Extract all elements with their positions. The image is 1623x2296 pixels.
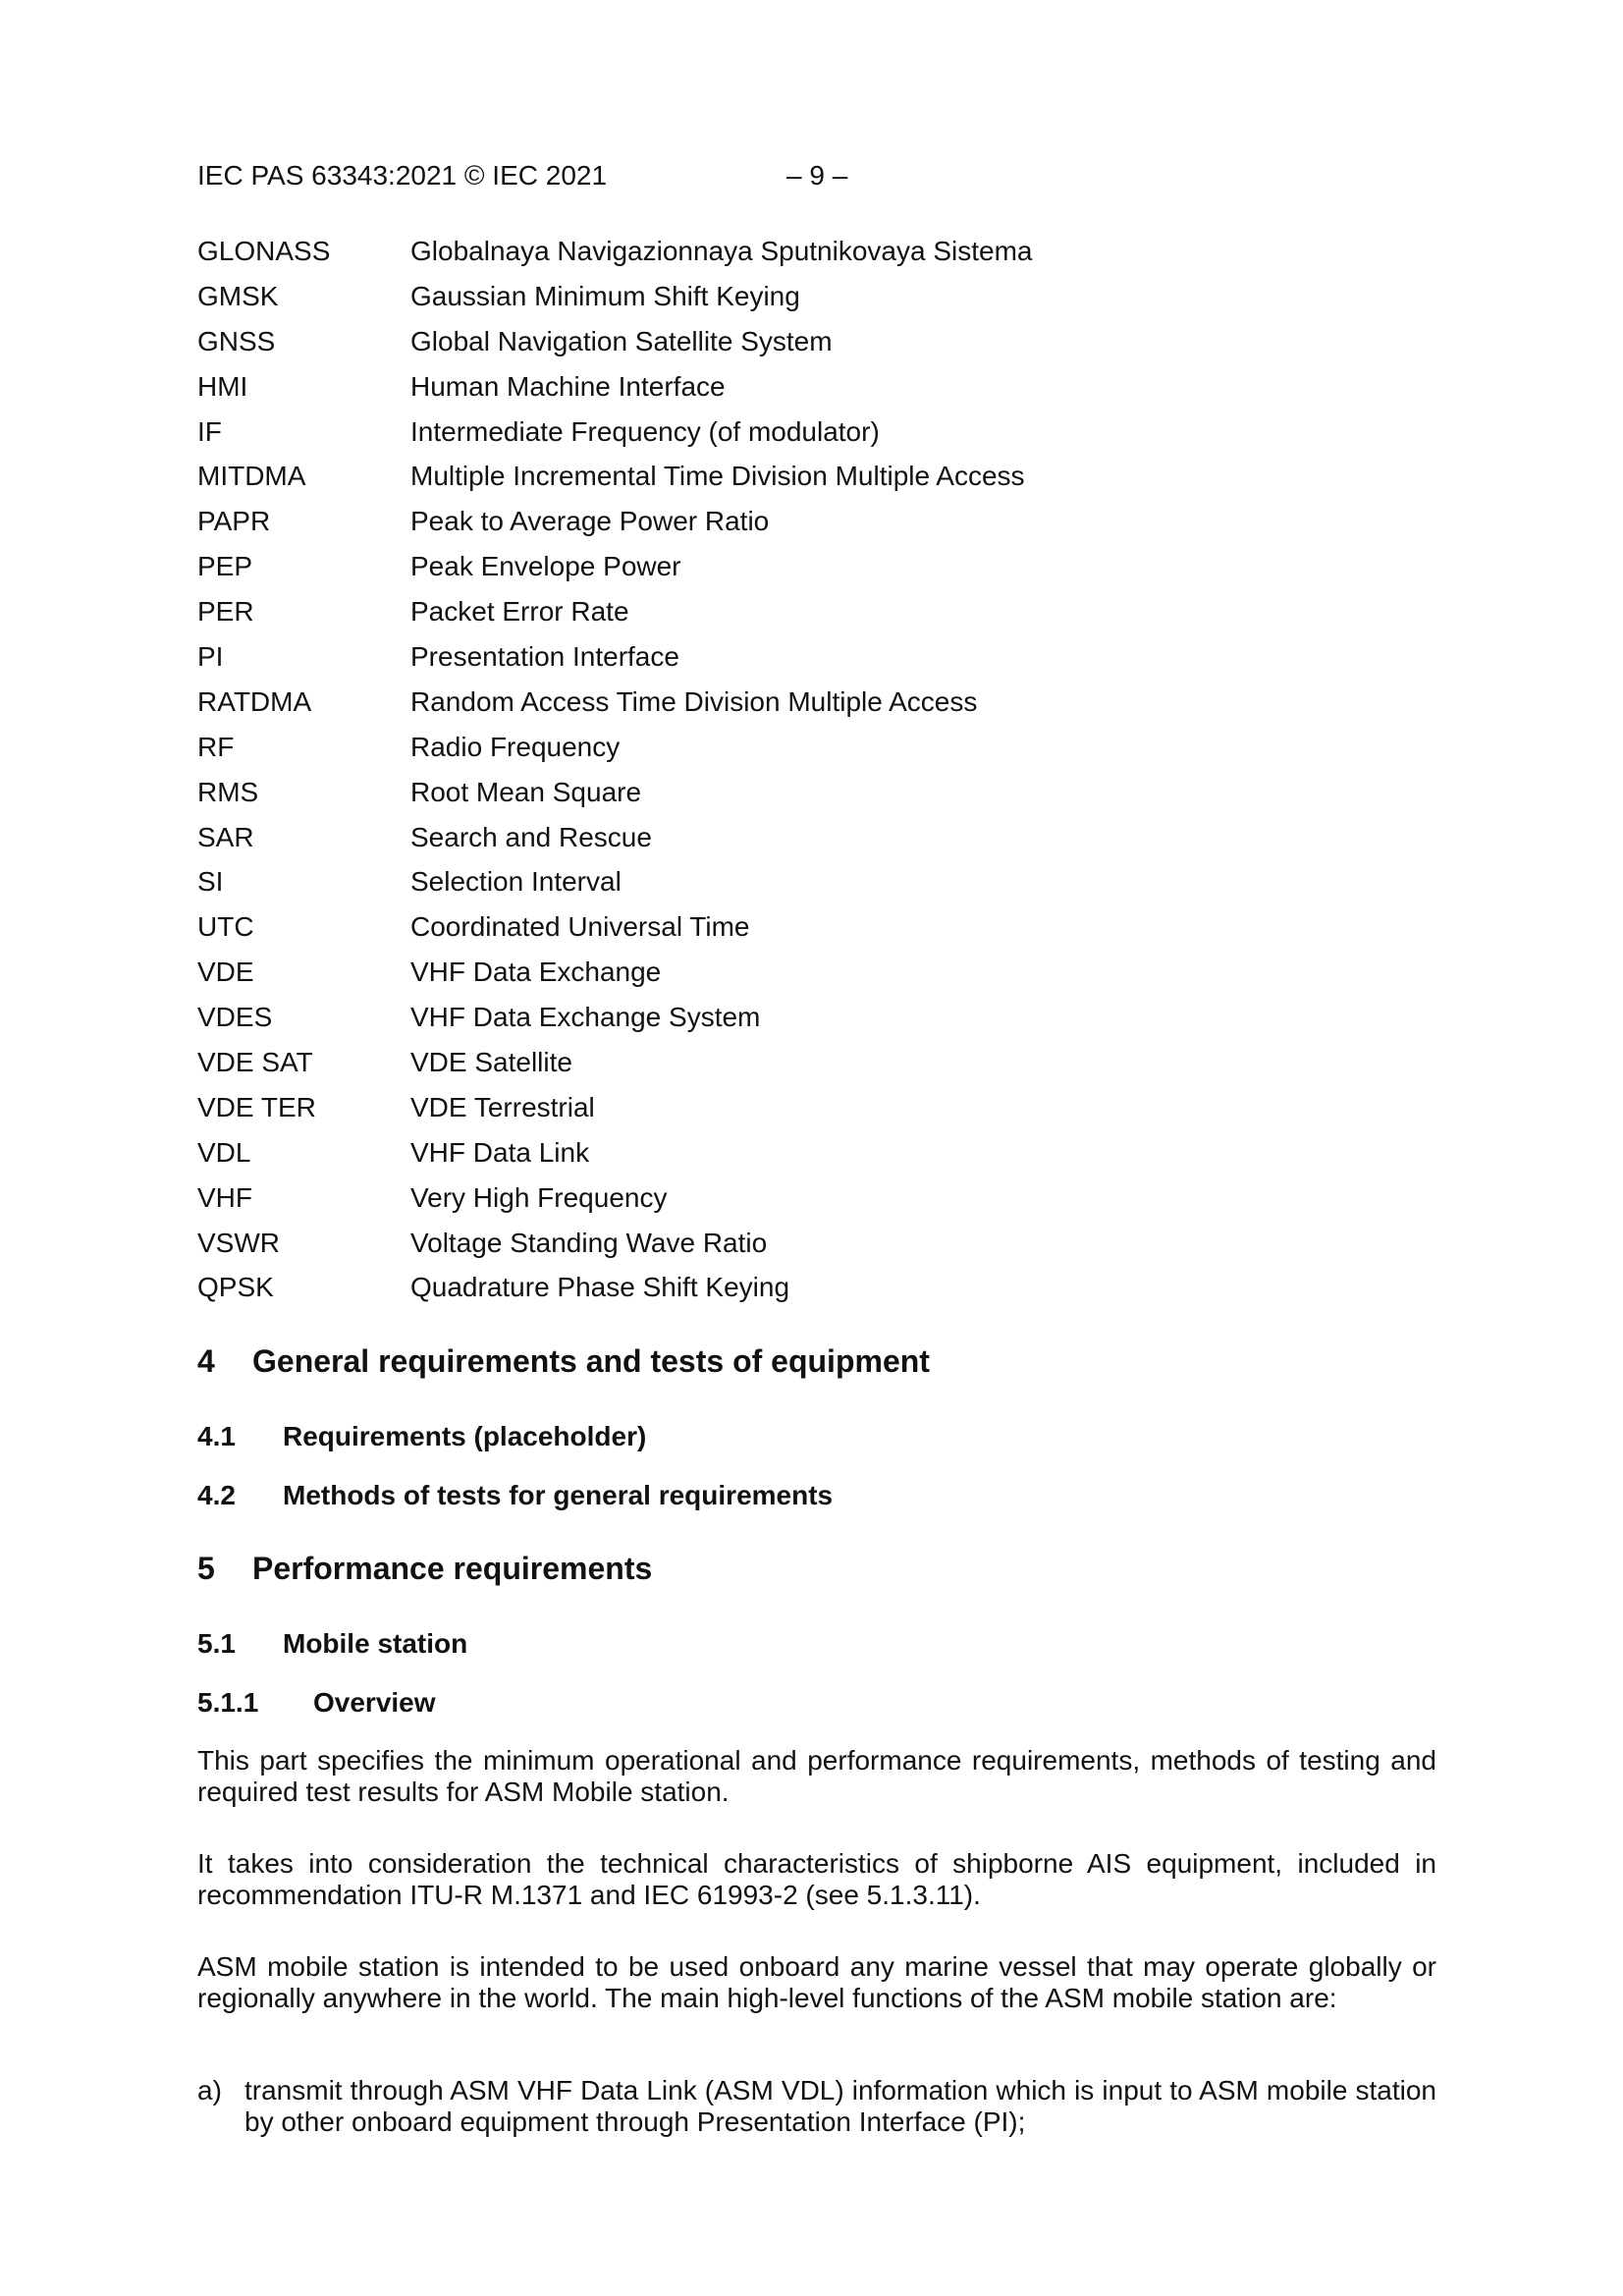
abbreviation-row [197, 1137, 1474, 1182]
section-number: 5 [197, 1551, 215, 1586]
abbreviation-term: GLONASS [197, 236, 331, 266]
abbreviation-term: PAPR [197, 506, 271, 537]
abbreviation-term: GMSK [197, 280, 279, 311]
abbreviation-row [197, 506, 1474, 551]
abbreviation-term: VHF [197, 1181, 252, 1213]
abbreviation-term: RATDMA [197, 685, 312, 717]
abbreviation-definition: Peak Envelope Power [410, 551, 681, 582]
abbreviations-list [197, 236, 1474, 1317]
abbreviation-row [197, 326, 1474, 371]
abbreviation-row [197, 1182, 1474, 1228]
abbreviation-term: SI [197, 866, 224, 898]
abbreviation-definition: VHF Data Link [410, 1136, 590, 1168]
abbreviation-row [197, 416, 1474, 462]
abbreviation-definition: Voltage Standing Wave Ratio [410, 1227, 768, 1258]
abbreviation-row [197, 686, 1474, 732]
abbreviation-term: VDE [197, 957, 254, 988]
abbreviation-row [197, 1047, 1474, 1092]
abbreviation-row [197, 957, 1474, 1002]
section-number: 5.1.1 [197, 1687, 259, 1718]
abbreviation-row [197, 911, 1474, 957]
section-title: Performance requirements [252, 1551, 653, 1586]
abbreviation-row [197, 777, 1474, 822]
abbreviation-row [197, 281, 1474, 326]
abbreviation-definition: Very High Frequency [410, 1181, 668, 1213]
abbreviation-definition: Packet Error Rate [410, 596, 629, 628]
abbreviation-term: RMS [197, 776, 259, 807]
paragraph-scope: This part specifies the minimum operational and performance requirements, methods of testing and required test results for ASM Mobile station. [197, 1745, 1436, 1807]
abbreviation-definition: Presentation Interface [410, 641, 679, 673]
abbreviation-row [197, 822, 1474, 867]
section-number: 5.1 [197, 1628, 236, 1659]
abbreviation-row [197, 1228, 1474, 1273]
abbreviation-row [197, 596, 1474, 641]
abbreviation-row [197, 866, 1474, 911]
abbreviation-row [197, 371, 1474, 416]
section-title: General requirements and tests of equipment [252, 1343, 930, 1379]
abbreviation-definition: Multiple Incremental Time Division Multiple Access [410, 461, 1025, 492]
abbreviation-definition: VHF Data Exchange [410, 957, 662, 988]
abbreviation-term: PEP [197, 551, 253, 582]
abbreviation-term: GNSS [197, 325, 276, 356]
abbreviation-definition: Globalnaya Navigazionnaya Sputnikovaya Sistema [410, 236, 1033, 266]
abbreviation-row [197, 1272, 1474, 1317]
abbreviation-term: VDE TER [197, 1091, 316, 1122]
abbreviation-row [197, 236, 1474, 281]
abbreviation-term: RF [197, 731, 235, 762]
page-header [197, 160, 848, 191]
abbreviation-definition: Global Navigation Satellite System [410, 325, 833, 356]
abbreviation-term: VDE SAT [197, 1047, 313, 1078]
abbreviation-term: MITDMA [197, 461, 306, 492]
list-item-text: transmit through ASM VHF Data Link (ASM VDL) information which is input to ASM mobile station by other onboard equipment through Presentation Interface (PI); [244, 2075, 1436, 2137]
abbreviation-term: QPSK [197, 1272, 274, 1303]
abbreviation-row [197, 551, 1474, 596]
abbreviation-row [197, 641, 1474, 686]
abbreviation-definition: VDE Satellite [410, 1047, 572, 1078]
abbreviation-row [197, 461, 1474, 506]
page-number: – 9 – [786, 160, 848, 191]
abbreviation-definition: Random Access Time Division Multiple Access [410, 685, 978, 717]
abbreviation-term: PI [197, 641, 224, 673]
abbreviation-definition: Quadrature Phase Shift Keying [410, 1272, 790, 1303]
abbreviation-term: SAR [197, 821, 254, 852]
list-item [197, 2075, 1436, 2138]
abbreviation-term: HMI [197, 370, 248, 402]
abbreviation-definition: VHF Data Exchange System [410, 1002, 761, 1033]
abbreviation-row [197, 1002, 1474, 1047]
list-marker: a) [197, 2075, 222, 2105]
paragraph-technical-characteristics: It takes into consideration the technical characteristics of shipborne AIS equipment, included in recommendation ITU-R M.1371 and IEC 61993-2 (see 5.1.3.11). [197, 1848, 1436, 1910]
abbreviation-term: IF [197, 415, 222, 447]
abbreviation-term: VSWR [197, 1227, 280, 1258]
abbreviation-definition: Peak to Average Power Ratio [410, 506, 770, 537]
abbreviation-term: VDL [197, 1136, 251, 1168]
abbreviation-definition: Coordinated Universal Time [410, 911, 750, 943]
section-title: Requirements (placeholder) [283, 1421, 647, 1451]
abbreviation-term: VDES [197, 1002, 273, 1033]
abbreviation-definition: Selection Interval [410, 866, 622, 898]
section-number: 4.1 [197, 1421, 236, 1451]
abbreviation-definition: VDE Terrestrial [410, 1091, 595, 1122]
abbreviation-row [197, 1092, 1474, 1137]
abbreviation-definition: Root Mean Square [410, 776, 642, 807]
abbreviation-row [197, 732, 1474, 777]
abbreviation-term: PER [197, 596, 254, 628]
abbreviation-definition: Gaussian Minimum Shift Keying [410, 280, 800, 311]
section-number: 4 [197, 1343, 215, 1379]
abbreviation-term: UTC [197, 911, 254, 943]
section-title: Methods of tests for general requirements [283, 1480, 834, 1510]
abbreviation-definition: Search and Rescue [410, 821, 652, 852]
paragraph-main-functions: ASM mobile station is intended to be used onboard any marine vessel that may operate globally or regionally anywhere in the world. The main high-level functions of the ASM mobile station are: [197, 1951, 1436, 2013]
document-id: IEC PAS 63343:2021 © IEC 2021 [197, 160, 608, 191]
section-title: Mobile station [283, 1628, 468, 1659]
abbreviation-definition: Human Machine Interface [410, 370, 726, 402]
abbreviation-definition: Intermediate Frequency (of modulator) [410, 415, 880, 447]
section-number: 4.2 [197, 1480, 236, 1510]
abbreviation-definition: Radio Frequency [410, 731, 621, 762]
section-title: Overview [313, 1687, 436, 1718]
